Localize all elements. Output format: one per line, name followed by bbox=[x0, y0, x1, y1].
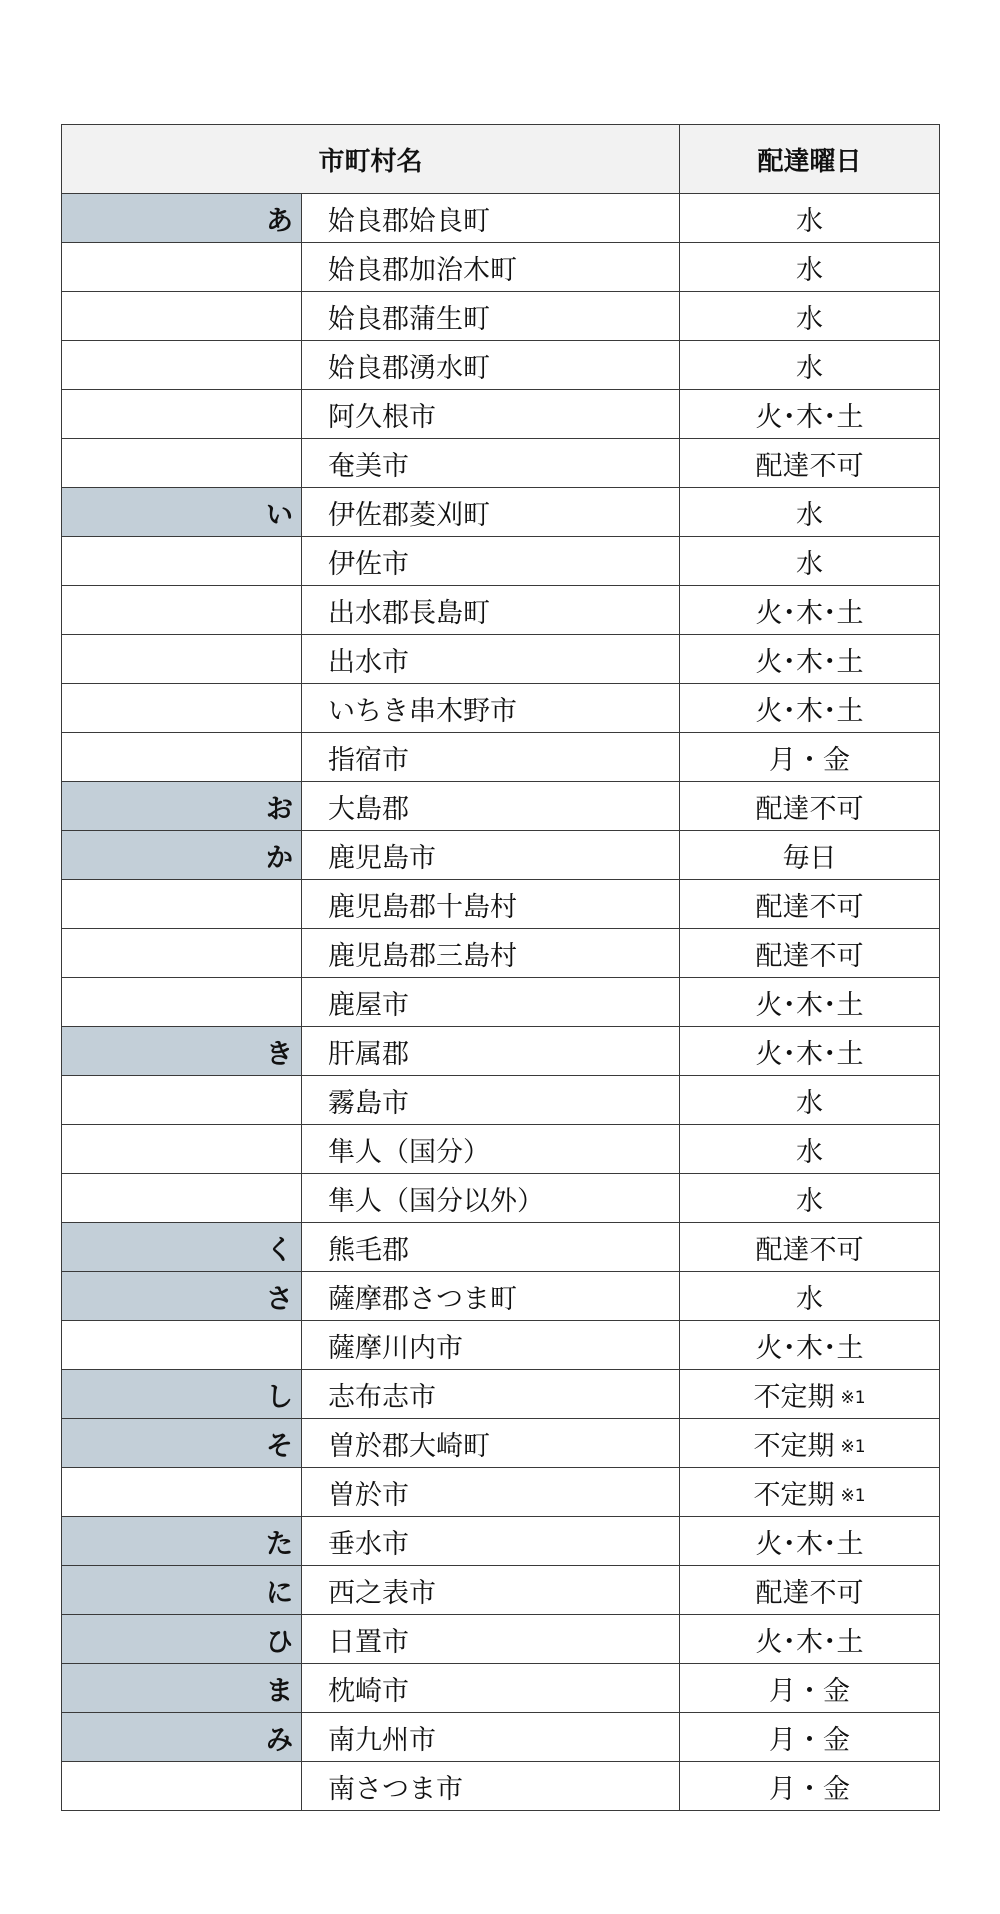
municipality-name-cell: 姶良郡姶良町 bbox=[302, 194, 680, 243]
table-row bbox=[62, 1125, 940, 1174]
municipality-name-cell: 姶良郡蒲生町 bbox=[302, 292, 680, 341]
municipality-name-cell: 垂水市 bbox=[302, 1517, 680, 1566]
delivery-day-cell bbox=[680, 586, 940, 635]
kana-index-cell: に bbox=[62, 1566, 302, 1615]
municipality-name-cell: 曽於市 bbox=[302, 1468, 680, 1517]
delivery-day-cell bbox=[680, 439, 940, 488]
kana-index-cell: ま bbox=[62, 1664, 302, 1713]
table-row bbox=[62, 880, 940, 929]
table-row bbox=[62, 1272, 940, 1321]
kana-index-cell: ひ bbox=[62, 1615, 302, 1664]
municipality-name-cell: 熊毛郡 bbox=[302, 1223, 680, 1272]
delivery-day-cell bbox=[680, 341, 940, 390]
delivery-day-cell bbox=[680, 733, 940, 782]
delivery-day-text: 火･木･土 bbox=[755, 1626, 864, 1658]
delivery-day-cell bbox=[680, 488, 940, 537]
municipality-name-cell: 鹿児島郡三島村 bbox=[302, 929, 680, 978]
table-row bbox=[62, 341, 940, 390]
table-row bbox=[62, 831, 940, 880]
kana-index-cell bbox=[62, 292, 302, 341]
municipality-name-cell: 薩摩郡さつま町 bbox=[302, 1272, 680, 1321]
kana-index-cell: そ bbox=[62, 1419, 302, 1468]
delivery-day-text: 水 bbox=[796, 303, 824, 335]
table-row bbox=[62, 586, 940, 635]
delivery-day-cell bbox=[680, 1419, 940, 1468]
kana-index-cell bbox=[62, 1468, 302, 1517]
delivery-day-text: 水 bbox=[796, 1185, 824, 1217]
delivery-day-cell bbox=[680, 635, 940, 684]
delivery-day-cell bbox=[680, 1223, 940, 1272]
municipality-name-cell: 奄美市 bbox=[302, 439, 680, 488]
table-header-row bbox=[62, 125, 940, 194]
municipality-name-cell: 出水市 bbox=[302, 635, 680, 684]
footnote-mark: ※1 bbox=[840, 1387, 866, 1408]
table-row bbox=[62, 782, 940, 831]
table-row bbox=[62, 439, 940, 488]
kana-index-cell bbox=[62, 1321, 302, 1370]
delivery-day-text: 不定期 bbox=[753, 1381, 835, 1413]
delivery-day-text: 火･木･土 bbox=[755, 401, 864, 433]
kana-index-cell bbox=[62, 733, 302, 782]
municipality-name-cell: 鹿児島市 bbox=[302, 831, 680, 880]
kana-index-cell bbox=[62, 341, 302, 390]
kana-index-cell bbox=[62, 1174, 302, 1223]
table-row bbox=[62, 1370, 940, 1419]
delivery-day-cell bbox=[680, 1076, 940, 1125]
delivery-day-text: 火･木･土 bbox=[755, 1038, 864, 1070]
table-row bbox=[62, 1321, 940, 1370]
kana-index-cell bbox=[62, 684, 302, 733]
kana-index-cell bbox=[62, 390, 302, 439]
delivery-day-cell bbox=[680, 1174, 940, 1223]
municipality-name-cell: 指宿市 bbox=[302, 733, 680, 782]
delivery-day-text: 月・金 bbox=[769, 1675, 851, 1707]
table-row bbox=[62, 929, 940, 978]
kana-index-cell bbox=[62, 880, 302, 929]
kana-index-cell bbox=[62, 929, 302, 978]
municipality-name-cell: いちき串木野市 bbox=[302, 684, 680, 733]
table-row bbox=[62, 292, 940, 341]
table-row bbox=[62, 1664, 940, 1713]
table-row bbox=[62, 978, 940, 1027]
table-row bbox=[62, 1174, 940, 1223]
municipality-name-cell: 薩摩川内市 bbox=[302, 1321, 680, 1370]
kana-index-cell bbox=[62, 635, 302, 684]
delivery-day-cell bbox=[680, 243, 940, 292]
kana-index-cell bbox=[62, 1076, 302, 1125]
table-row bbox=[62, 1223, 940, 1272]
footnote-mark: ※1 bbox=[840, 1485, 866, 1506]
municipality-name-cell: 曽於郡大崎町 bbox=[302, 1419, 680, 1468]
delivery-day-cell bbox=[680, 1762, 940, 1811]
table-row bbox=[62, 733, 940, 782]
delivery-day-text: 火･木･土 bbox=[755, 1528, 864, 1560]
table-row bbox=[62, 390, 940, 439]
delivery-day-cell bbox=[680, 782, 940, 831]
delivery-day-text: 火･木･土 bbox=[755, 1332, 864, 1364]
municipality-name-cell: 姶良郡湧水町 bbox=[302, 341, 680, 390]
table-row bbox=[62, 1468, 940, 1517]
table-row bbox=[62, 488, 940, 537]
delivery-day-cell bbox=[680, 537, 940, 586]
delivery-day-text: 水 bbox=[796, 254, 824, 286]
delivery-day-header: 配達曜日 bbox=[680, 125, 940, 194]
delivery-day-text: 火･木･土 bbox=[755, 646, 864, 678]
table-row bbox=[62, 1076, 940, 1125]
footnote-mark: ※1 bbox=[840, 1436, 866, 1457]
delivery-day-cell bbox=[680, 1027, 940, 1076]
delivery-day-text: 水 bbox=[796, 499, 824, 531]
municipality-name-cell: 鹿児島郡十島村 bbox=[302, 880, 680, 929]
table-row bbox=[62, 684, 940, 733]
delivery-day-text: 水 bbox=[796, 1136, 824, 1168]
municipality-name-cell: 隼人（国分以外） bbox=[302, 1174, 680, 1223]
kana-index-cell: お bbox=[62, 782, 302, 831]
municipality-name-cell: 大島郡 bbox=[302, 782, 680, 831]
municipality-header: 市町村名 bbox=[62, 125, 680, 194]
kana-index-cell: か bbox=[62, 831, 302, 880]
delivery-day-cell bbox=[680, 684, 940, 733]
delivery-day-text: 水 bbox=[796, 1283, 824, 1315]
delivery-day-cell bbox=[680, 1566, 940, 1615]
table-row bbox=[62, 537, 940, 586]
delivery-day-text: 水 bbox=[796, 205, 824, 237]
delivery-day-text: 水 bbox=[796, 352, 824, 384]
delivery-day-text: 月・金 bbox=[769, 1724, 851, 1756]
municipality-name-cell: 南さつま市 bbox=[302, 1762, 680, 1811]
delivery-day-cell bbox=[680, 1125, 940, 1174]
delivery-day-text: 配達不可 bbox=[755, 793, 864, 825]
table-row bbox=[62, 194, 940, 243]
delivery-day-text: 不定期 bbox=[753, 1430, 835, 1462]
municipality-name-cell: 肝属郡 bbox=[302, 1027, 680, 1076]
delivery-day-cell bbox=[680, 1615, 940, 1664]
delivery-day-cell bbox=[680, 1517, 940, 1566]
delivery-day-text: 配達不可 bbox=[755, 450, 864, 482]
delivery-day-cell bbox=[680, 292, 940, 341]
table-row bbox=[62, 1566, 940, 1615]
kana-index-cell: く bbox=[62, 1223, 302, 1272]
delivery-day-cell bbox=[680, 1272, 940, 1321]
delivery-day-cell bbox=[680, 1468, 940, 1517]
kana-index-cell: い bbox=[62, 488, 302, 537]
delivery-day-text: 火･木･土 bbox=[755, 695, 864, 727]
municipality-name-cell: 霧島市 bbox=[302, 1076, 680, 1125]
kana-index-cell: あ bbox=[62, 194, 302, 243]
table-body bbox=[62, 194, 940, 1811]
kana-index-cell bbox=[62, 1762, 302, 1811]
delivery-day-text: 配達不可 bbox=[755, 891, 864, 923]
delivery-day-text: 火･木･土 bbox=[755, 989, 864, 1021]
municipality-name-cell: 南九州市 bbox=[302, 1713, 680, 1762]
delivery-day-text: 配達不可 bbox=[755, 1234, 864, 1266]
municipality-name-cell: 伊佐市 bbox=[302, 537, 680, 586]
delivery-day-text: 配達不可 bbox=[755, 1577, 864, 1609]
kana-index-cell bbox=[62, 1125, 302, 1174]
kana-index-cell bbox=[62, 537, 302, 586]
table-row bbox=[62, 635, 940, 684]
municipality-name-cell: 鹿屋市 bbox=[302, 978, 680, 1027]
delivery-day-cell bbox=[680, 880, 940, 929]
delivery-day-cell bbox=[680, 1664, 940, 1713]
kana-index-cell bbox=[62, 439, 302, 488]
kana-index-cell: し bbox=[62, 1370, 302, 1419]
delivery-day-cell bbox=[680, 1713, 940, 1762]
kana-index-cell: た bbox=[62, 1517, 302, 1566]
table-row bbox=[62, 1517, 940, 1566]
kana-index-cell bbox=[62, 243, 302, 292]
delivery-day-text: 配達不可 bbox=[755, 940, 864, 972]
delivery-day-text: 月・金 bbox=[769, 1773, 851, 1805]
delivery-day-text: 水 bbox=[796, 548, 824, 580]
municipality-name-cell: 阿久根市 bbox=[302, 390, 680, 439]
delivery-day-cell bbox=[680, 1321, 940, 1370]
municipality-name-cell: 志布志市 bbox=[302, 1370, 680, 1419]
municipality-name-cell: 西之表市 bbox=[302, 1566, 680, 1615]
kana-index-cell bbox=[62, 978, 302, 1027]
table-row bbox=[62, 1615, 940, 1664]
municipality-name-cell: 隼人（国分） bbox=[302, 1125, 680, 1174]
kana-index-cell bbox=[62, 586, 302, 635]
delivery-day-text: 火･木･土 bbox=[755, 597, 864, 629]
municipality-name-cell: 出水郡長島町 bbox=[302, 586, 680, 635]
delivery-day-cell bbox=[680, 929, 940, 978]
delivery-schedule-table bbox=[61, 124, 940, 1811]
delivery-day-text: 不定期 bbox=[753, 1479, 835, 1511]
delivery-day-cell bbox=[680, 390, 940, 439]
kana-index-cell: み bbox=[62, 1713, 302, 1762]
delivery-day-cell bbox=[680, 978, 940, 1027]
table-row bbox=[62, 1027, 940, 1076]
table-row bbox=[62, 1762, 940, 1811]
kana-index-cell: き bbox=[62, 1027, 302, 1076]
municipality-name-cell: 日置市 bbox=[302, 1615, 680, 1664]
municipality-name-cell: 姶良郡加治木町 bbox=[302, 243, 680, 292]
delivery-day-cell bbox=[680, 194, 940, 243]
table-row bbox=[62, 243, 940, 292]
delivery-day-text: 毎日 bbox=[782, 842, 837, 874]
delivery-day-text: 水 bbox=[796, 1087, 824, 1119]
municipality-name-cell: 伊佐郡菱刈町 bbox=[302, 488, 680, 537]
delivery-day-cell bbox=[680, 1370, 940, 1419]
kana-index-cell: さ bbox=[62, 1272, 302, 1321]
municipality-name-cell: 枕崎市 bbox=[302, 1664, 680, 1713]
delivery-day-cell bbox=[680, 831, 940, 880]
delivery-day-text: 月・金 bbox=[769, 744, 851, 776]
table-row bbox=[62, 1419, 940, 1468]
table-row bbox=[62, 1713, 940, 1762]
